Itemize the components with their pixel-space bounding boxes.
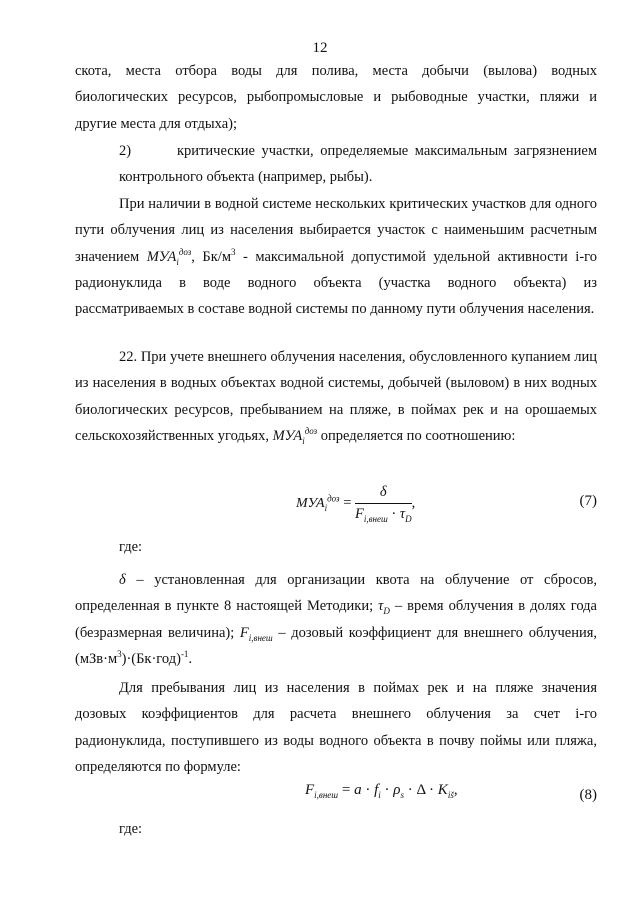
paragraph-text: - максимальной допустимой удельной активности i-го радионуклида в воде водного объекта (участка водного объекта) из рассматриваемых в составе водной системы по данному пути облучения населения.: [75, 248, 598, 318]
list-item-number: 2): [119, 143, 132, 159]
unit-exponent: 3: [231, 246, 236, 257]
formula-7: $МУА_i^{доз}$ = $\frac{\delta}{F_{i,внеш} \cdot \tau_D}$ ,: [296, 484, 416, 524]
list-item-2: [119, 138, 597, 191]
paragraph-22: [75, 344, 597, 449]
paragraph-continuation: скота, места отбора воды для полива, места добычи (вылова) водных биологических ресурсов, рыбопромысловые и рыбоводные участки, пляжи и другие места для отдыха);: [75, 63, 597, 132]
definitions-paragraph: δ – установленная для организации квота на облучение от сбросов, определенная в пункте 8 настоящей Методики; $\tau_D$ – время облучения в долях года (безразмерная величина); $F_{i,внеш}$ – дозовый коэффициент для внешнего облучения, $(мЗв\cdot м^3)\cdot(Бк\cdot год)^{-1}$.: [75, 572, 598, 667]
where-label-2: где:: [119, 821, 143, 837]
mua-symbol: $МУА_i^{доз}$: [146, 246, 192, 267]
unit-text: , Бк/м: [191, 248, 232, 265]
f-symbol: $F_{i,внеш}$: [239, 624, 273, 643]
tau-symbol: $\tau_D$: [378, 598, 390, 617]
equation-number-7: (7): [579, 493, 597, 509]
fraction: $\frac{\delta}{F_{i,внеш} \cdot \tau_D}$: [355, 484, 412, 524]
paragraph-critical-sites: [75, 191, 597, 322]
equation-number-8: (8): [579, 787, 597, 803]
paragraph-text: При наличии в водной системе нескольких критических участков для одного пути облучения лиц из населения выбирается участок с наименьшим расчетным значением: [75, 196, 597, 265]
paragraph-text: определяется по соотношению:: [317, 427, 516, 444]
list-item-text: критические участки, определяемые максимальным загрязнением контрольного объекта (например, рыбы).: [119, 143, 598, 186]
formula-8: $F_{i,внеш} = a \cdot f_i \cdot \rho_s \cdot \Delta \cdot K_{iš}$,: [305, 782, 458, 800]
delta-symbol: δ: [119, 572, 126, 588]
paragraph-text: 22. При учете внешнего облучения населения, обусловленного купанием лиц из населения в водных объектах водной системы, добычей (выловом) в них водных биологических ресурсов, пребыванием на пляже, в поймах рек и на орошаемых сельскохозяйственных угодьях,: [75, 349, 597, 444]
page-number: 12: [312, 40, 328, 56]
mua-symbol: $МУА_i^{доз}$: [272, 426, 318, 446]
paragraph-soil: Для пребывания лиц из населения в поймах рек и на пляже значения дозовых коэффициентов для расчета внешнего облучения за счет i-го радионуклида, поступившего из воды водного объекта в почву поймы или пляжа, определяются по формуле:: [75, 680, 597, 775]
where-label: где:: [119, 539, 143, 555]
